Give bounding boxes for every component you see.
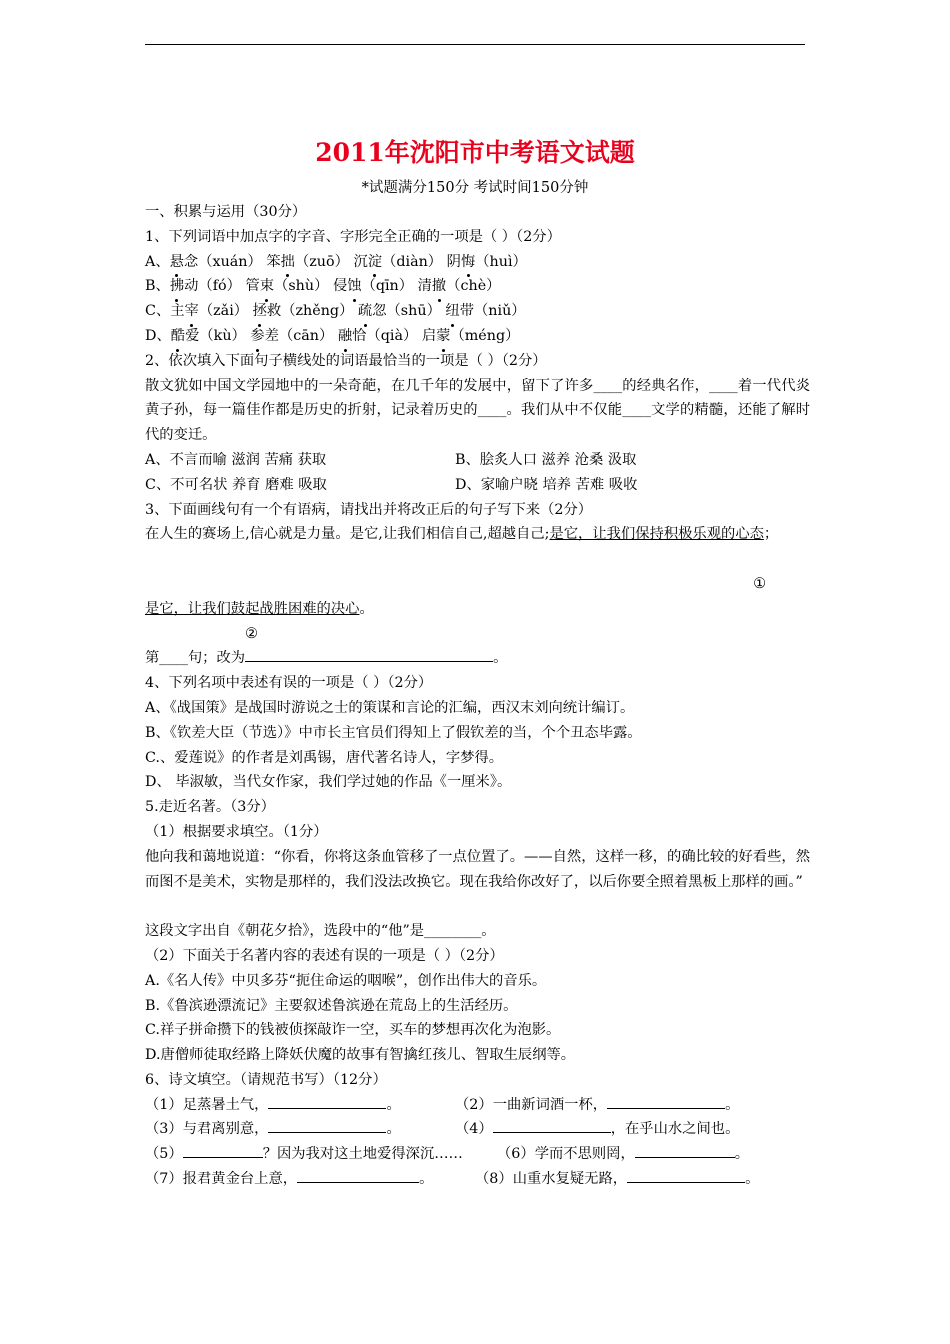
q5-option-a: A.《名人传》中贝多芬“扼住命运的咽喉”，创作出伟大的音乐。 bbox=[145, 972, 547, 989]
q6-row-4: （7）报君黄金台上意， 。 （8）山重水复疑无路， 。 bbox=[145, 1167, 810, 1192]
q5-quote: 他向我和蔼地说道：“你看，你将这条血管移了一点位置了。——自然，这样一移，的确比较的好看些，然而图不是美术，实物是那样的，我们没法改换它。现在我给你改好了，以后你要全照着黑板上那样的画。” bbox=[145, 848, 810, 890]
header-rule bbox=[145, 44, 805, 45]
q1-option-c: C、主宰（zǎi） 拯救（zhěng） 疏忽（shū） 纽带（niǔ） bbox=[145, 299, 810, 324]
answer-blank[interactable] bbox=[183, 1143, 263, 1158]
q1-stem: 1、下列词语中加点字的字音、字形完全正确的一项是（ ）（2分） bbox=[145, 228, 561, 245]
q2-option-b: B、脍炙人口 滋养 沧桑 汲取 bbox=[455, 451, 637, 468]
q2-options-ab bbox=[145, 448, 810, 473]
answer-blank[interactable] bbox=[245, 647, 493, 662]
q6-row-2: （3）与君离别意， 。 （4） ，在乎山水之间也。 bbox=[145, 1117, 810, 1142]
page-subtitle: *试题满分150分 考试时间150分钟 bbox=[361, 180, 589, 196]
q1-option-b: B、拂动（fó） 管束（shù） 侵蚀（qīn） 清撤（chè） bbox=[145, 274, 810, 299]
q3-underlined-sentence-1: 是它，让我们保持积极乐观的心态 bbox=[549, 526, 764, 543]
q3-stem: 3、下面画线句有一个有语病，请找出并将改正后的句子写下来（2分） bbox=[145, 501, 593, 518]
q5-option-d: D.唐僧师徒取经路上降妖伏魔的故事有智擒红孩儿、智取生辰纲等。 bbox=[145, 1047, 576, 1064]
q5-fill: 这段文字出自《朝花夕拾》，选段中的“他”是________。 bbox=[145, 923, 496, 940]
answer-blank[interactable] bbox=[297, 1168, 419, 1183]
q4-option-a: A、《战国策》是战国时游说之士的策谋和言论的汇编，西汉末刘向统计编订。 bbox=[145, 699, 635, 716]
answer-blank[interactable] bbox=[607, 1094, 725, 1109]
q2-options-cd bbox=[145, 473, 810, 498]
q2-option-d: D、家喻户晓 培养 苦难 吸收 bbox=[455, 476, 638, 493]
q6-row-3: （5） ？因为我对这土地爱得深沉…… （6）学而不思则罔， 。 bbox=[145, 1142, 810, 1167]
exam-content bbox=[145, 200, 810, 1192]
answer-blank[interactable] bbox=[635, 1143, 735, 1158]
q3-passage-cont: 是它，让我们鼓起战胜困难的决心。 bbox=[145, 600, 374, 617]
q4-option-c: C.、爱莲说》的作者是刘禹锡，唐代著名诗人，字梦得。 bbox=[145, 749, 504, 766]
q5-option-c: C.祥子拼命攒下的钱被侦探敲诈一空，买车的梦想再次化为泡影。 bbox=[145, 1022, 561, 1039]
page-title: 2011年沈阳市中考语文试题 bbox=[315, 138, 635, 167]
answer-blank[interactable] bbox=[627, 1168, 745, 1183]
q5-part1: （1）根据要求填空。（1分） bbox=[145, 823, 328, 840]
q2-passage: 散文犹如中国文学园地中的一朵奇葩，在几千年的发展中，留下了许多____的经典名作，____着一代代炎黄子孙，每一篇佳作都是历史的折射，记录着历史的____。我们从中不仅能____文学的精髓，还能了解时代的变迁。 bbox=[145, 377, 810, 444]
q4-option-d: D、 毕淑敏，当代女作家，我们学过她的作品《一厘米》。 bbox=[145, 774, 512, 791]
q6-stem: 6、诗文填空。（请规范书写）（12分） bbox=[145, 1071, 387, 1088]
q4-stem: 4、下列名项中表述有误的一项是（ ）（2分） bbox=[145, 675, 433, 692]
answer-blank[interactable] bbox=[493, 1118, 611, 1133]
q6-row-1: （1）足蒸暑土气， 。 （2）一曲新词酒一杯， 。 bbox=[145, 1093, 810, 1118]
answer-blank[interactable] bbox=[268, 1094, 386, 1109]
q3-mark-1: ① bbox=[753, 575, 766, 592]
section-heading: 一、积累与运用（30分） bbox=[145, 204, 307, 220]
q3-answer-line: 第____句；改为 。 bbox=[145, 646, 810, 671]
q3-mark-2: ② bbox=[245, 625, 258, 642]
q5-option-b: B.《鲁滨逊漂流记》主要叙述鲁滨逊在荒岛上的生活经历。 bbox=[145, 997, 518, 1014]
q5-part2: （2）下面关于名著内容的表述有误的一项是（ ）（2分） bbox=[145, 947, 504, 964]
q4-option-b: B、《钦差大臣（节选）》中市长主官员们得知上了假钦差的当，个个丑态毕露。 bbox=[145, 724, 642, 741]
q1-option-d: D、酷爱（kù） 参差（cān） 融恰（qià） 启蒙（méng） bbox=[145, 324, 810, 349]
q5-stem: 5.走近名著。（3分） bbox=[145, 799, 275, 816]
q1-option-a: A、悬念（xuán） 笨拙（zuō） 沉淀（diàn） 阴悔（huì） bbox=[145, 250, 810, 275]
q3-underlined-sentence-2: 是它，让我们鼓起战胜困难的决心 bbox=[145, 600, 360, 617]
q2-stem: 2、依次填入下面句子横线处的词语最恰当的一项是（ ）（2分） bbox=[145, 352, 547, 369]
answer-blank[interactable] bbox=[268, 1118, 386, 1133]
q2-option-c: C、不可名状 养育 磨难 吸取 bbox=[145, 476, 327, 493]
q3-passage: 在人生的赛场上,信心就是力量。是它,让我们相信自己,超越自己;是它，让我们保持积极乐观的心态； bbox=[145, 526, 779, 543]
q2-option-a: A、不言而喻 滋润 苦痛 获取 bbox=[145, 451, 327, 468]
